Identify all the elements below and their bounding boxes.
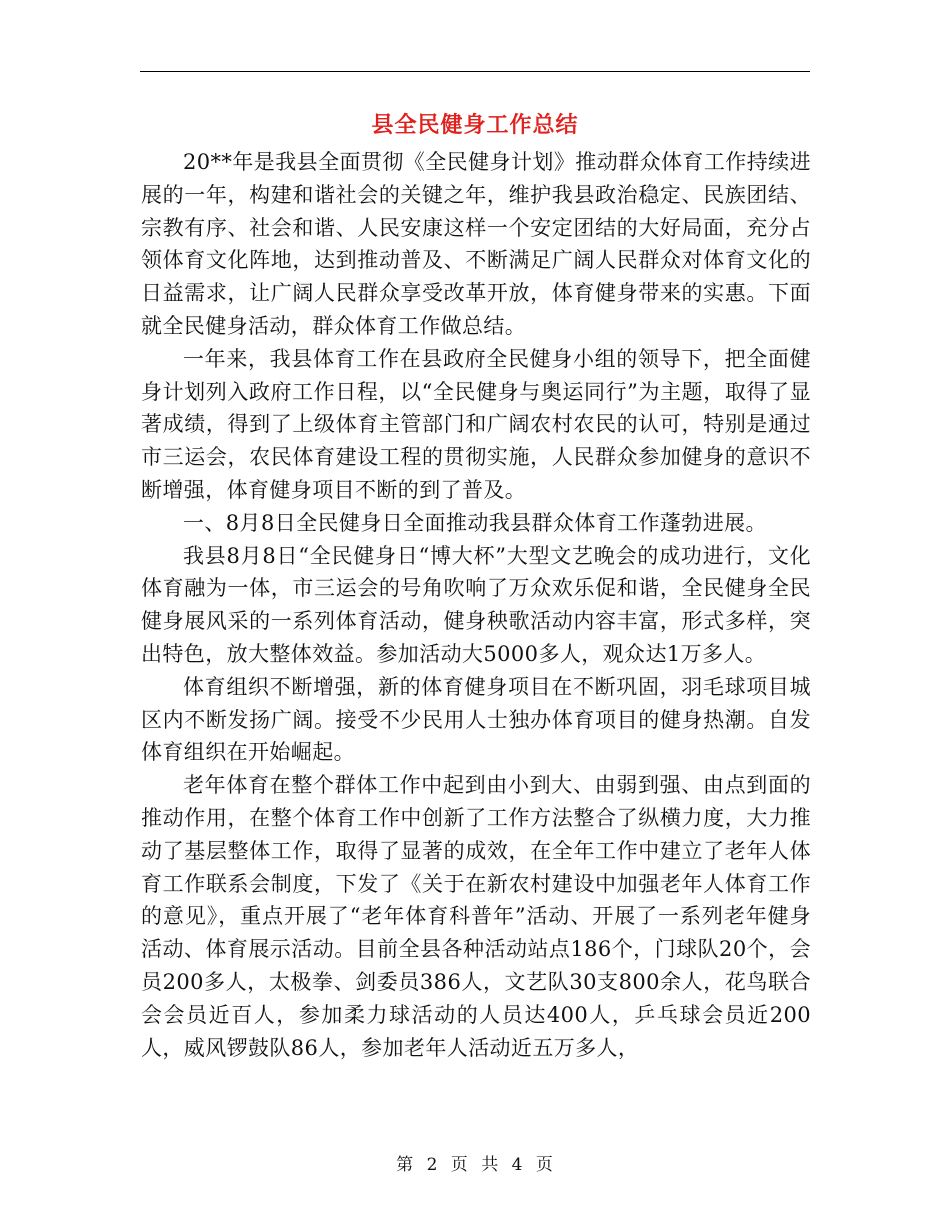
paragraph-overview: 一年来，我县体育工作在县政府全民健身小组的领导下，把全面健身计划列入政府工作日程，以“全民健身与奥运同行”为主题，取得了显著成绩，得到了上级体育主管部门和广阔农村农民的认可，特别是通过市三运会，农民体育建设工程的贯彻实施，人民群众参加健身的意识不断增强，体育健身项目不断的到了普及。: [141, 346, 811, 502]
footer-total-prefix: 共: [481, 1155, 500, 1175]
footer-total-pages: 4: [511, 1155, 524, 1175]
document-body: [141, 146, 811, 1064]
paragraph-sports-organizations: 体育组织不断增强，新的体育健身项目在不断巩固，羽毛球项目城区内不断发扬广阔。接受不少民用人士独办体育项目的健身热潮。自发体育组织在开始崛起。: [141, 674, 811, 765]
footer-suffix: 页: [535, 1155, 554, 1175]
header-rule: [140, 71, 810, 72]
paragraph-fitness-day: 我县8月8日“全民健身日“博大杯”大型文艺晚会的成功进行，文化体育融为一体，市三运会的号角吹响了万众欢乐促和谐，全民健身全民健身展风采的一系列体育活动，健身秧歌活动内容丰富，形式多样，突出特色，放大整体效益。参加活动大5000多人，观众达1万多人。: [141, 543, 811, 666]
footer-current-page: 2: [426, 1155, 439, 1175]
document-title: 县全民健身工作总结: [371, 112, 579, 138]
paragraph-elderly-sports: 老年体育在整个群体工作中起到由小到大、由弱到强、由点到面的推动作用，在整个体育工作中创新了工作方法整合了纵横力度，大力推动了基层整体工作，取得了显著的成效，在全年工作中建立了老年人体育工作联系会制度，下发了《关于在新农村建设中加强老年人体育工作的意见》，重点开展了“老年体育科普年”活动、开展了一系列老年健身活动、体育展示活动。目前全县各种活动站点186个，门球队20个，会员200多人，太极拳、剑委员386人，文艺队30支800余人，花鸟联合会会员近百人，参加柔力球活动的人员达400人，乒乓球会员近200人，威风锣鼓队86人，参加老年人活动近五万多人，: [141, 773, 811, 1060]
footer-prefix: 第: [396, 1155, 415, 1175]
footer-page-word: 页: [450, 1155, 469, 1175]
section-heading-1: 一、8月8日全民健身日全面推动我县群众体育工作蓬勃进展。: [183, 510, 767, 535]
page-footer: [0, 1154, 950, 1176]
paragraph-intro: 20**年是我县全面贯彻《全民健身计划》推动群众体育工作持续进展的一年，构建和谐社会的关键之年，维护我县政治稳定、民族团结、宗教有序、社会和谐、人民安康这样一个安定团结的大好局面，充分占领体育文化阵地，达到推动普及、不断满足广阔人民群众对体育文化的日益需求，让广阔人民群众享受改革开放，体育健身带来的实惠。下面就全民健身活动，群众体育工作做总结。: [141, 150, 811, 338]
